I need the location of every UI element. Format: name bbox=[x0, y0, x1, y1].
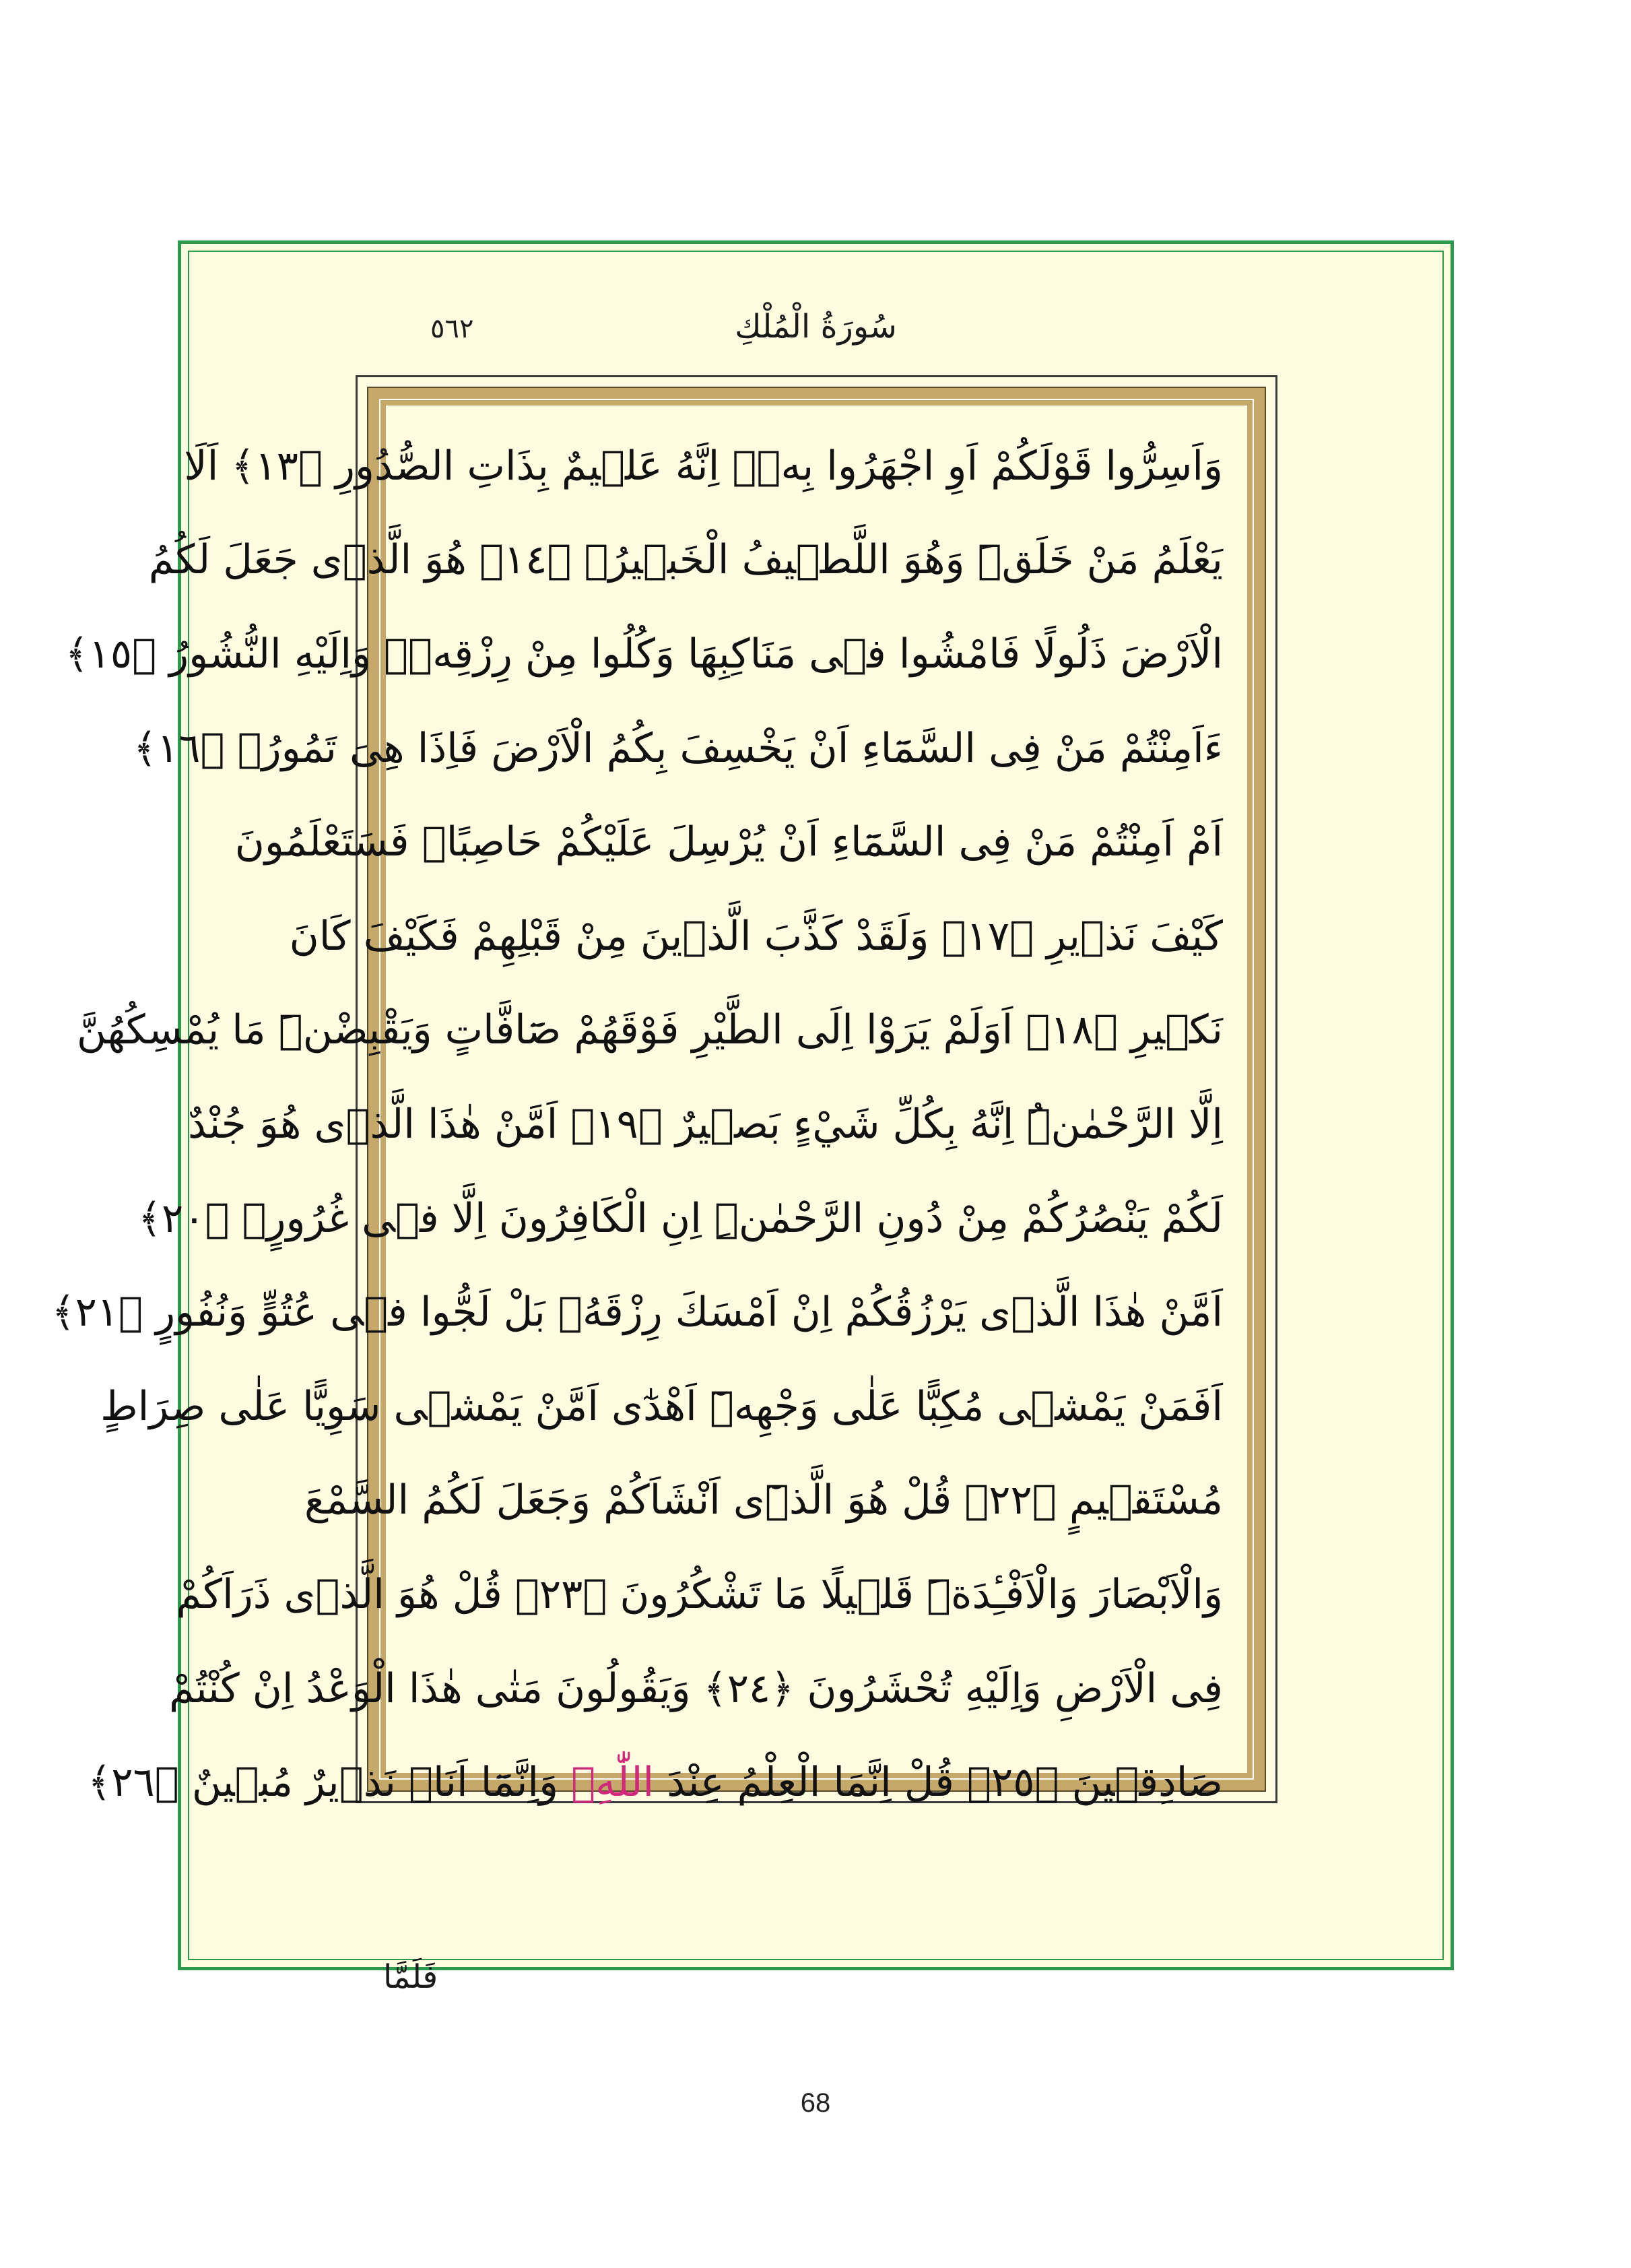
page-number-arabic: ٥٦٢ bbox=[430, 313, 474, 344]
verse-text-area bbox=[51, 419, 1223, 1807]
verse-line: اَمْ اَمِنْتُمْ مَنْ فِى السَّمَٓاءِ اَنْ يُرْسِلَ عَلَيْكُمْ حَاصِبًاۜ فَسَتَعْلَمُونَ bbox=[234, 818, 1223, 866]
verse-line: كَيْفَ نَذٖيرِ ﴿١٧﴾ وَلَقَدْ كَذَّبَ الَّذٖينَ مِنْ قَبْلِهِمْ فَكَيْفَ كَانَ bbox=[289, 912, 1223, 960]
verse-line: وَالْاَبْصَارَ وَالْاَفْـِٔدَةَۜ قَلٖيلًا مَا تَشْكُرُونَ ﴿٢٣﴾ قُلْ هُوَ الَّذٖى ذَرَاَكُمْ bbox=[176, 1570, 1223, 1618]
mushaf-page bbox=[51, 240, 1454, 1996]
verse-line: وَاَسِرُّوا قَوْلَكُمْ اَوِ اجْهَرُوا بِهٖۜ اِنَّهُ عَلٖيمٌ بِذَاتِ الصُّدُورِ ﴿١٣﴾ اَلَا bbox=[184, 442, 1223, 490]
verse-line: اِلَّا الرَّحْمٰنُۜ اِنَّهُ بِكُلِّ شَيْءٍ بَصٖيرٌ ﴿١٩﴾ اَمَّنْ هٰذَا الَّذٖى هُوَ جُنْدٌ bbox=[188, 1100, 1223, 1148]
allah-word: اللّٰهِ bbox=[571, 1759, 655, 1807]
surah-title: سُورَةُ الْمُلْكِ bbox=[735, 308, 897, 346]
verse-line: لَكُمْ يَنْصُرُكُمْ مِنْ دُونِ الرَّحْمٰنِۜ اِنِ الْكَافِرُونَ اِلَّا فٖى غُرُورٍۚ ﴿٢٠﴾ bbox=[137, 1194, 1223, 1242]
verse-line: يَعْلَمُ مَنْ خَلَقَۜ وَهُوَ اللَّطٖيفُ الْخَبٖيرُ۟ ﴿١٤﴾ هُوَ الَّذٖى جَعَلَ لَكُمُ bbox=[148, 536, 1223, 584]
verse-line: اَمَّنْ هٰذَا الَّذٖى يَرْزُقُكُمْ اِنْ اَمْسَكَ رِزْقَهُۚ بَلْ لَجُّوا فٖى عُتُوٍّ وَنُفُورٍ ﴿٢١﴾ bbox=[51, 1289, 1223, 1336]
text-frame bbox=[51, 375, 1277, 1807]
verse-line: ءَاَمِنْتُمْ مَنْ فِى السَّمَٓاءِ اَنْ يَخْسِفَ بِكُمُ الْاَرْضَ فَاِذَا هِىَ تَمُورُۙ ﴿١٦﴾ bbox=[133, 724, 1223, 772]
catchword: فَلَمَّا bbox=[383, 1958, 438, 1996]
footer-page-number: 68 bbox=[800, 2088, 831, 2118]
verse-line: الْاَرْضَ ذَلُولًا فَامْشُوا فٖى مَنَاكِبِهَا وَكُلُوا مِنْ رِزْقِهٖۜ وَاِلَيْهِ النُّشُورُ ﴿١٥﴾ bbox=[65, 630, 1223, 678]
verse-line: مُسْتَقٖيمٍ ﴿٢٢﴾ قُلْ هُوَ الَّذٖٓى اَنْشَاَكُمْ وَجَعَلَ لَكُمُ السَّمْعَ bbox=[304, 1477, 1223, 1524]
verse-line: نَكٖيرِ ﴿١٨﴾ اَوَلَمْ يَرَوْا اِلَى الطَّيْرِ فَوْقَهُمْ صَٓافَّاتٍ وَيَقْبِضْنَۜ مَا يُمْسِكُهُنَّ bbox=[76, 1006, 1223, 1054]
verse-line: اَفَمَنْ يَمْشٖى مُكِبًّا عَلٰى وَجْهِهٖٓ اَهْدٰٓى اَمَّنْ يَمْشٖى سَوِيًّا عَلٰى صِرَاطٍ bbox=[100, 1382, 1223, 1430]
verse-line: صَادِقٖينَ ﴿٢٥﴾ قُلْ اِنَّمَا الْعِلْمُ عِنْدَ اللّٰهِۖ وَاِنَّمَٓا اَنَا۬ نَذٖيرٌ مُبٖينٌ ﴿٢٦﴾ bbox=[88, 1759, 1223, 1807]
verse-line: فِى الْاَرْضِ وَاِلَيْهِ تُحْشَرُونَ ﴿٢٤﴾ وَيَقُولُونَ مَتٰى هٰذَا الْوَعْدُ اِنْ كُنْتُمْ bbox=[169, 1664, 1223, 1712]
page-header bbox=[356, 308, 1275, 355]
